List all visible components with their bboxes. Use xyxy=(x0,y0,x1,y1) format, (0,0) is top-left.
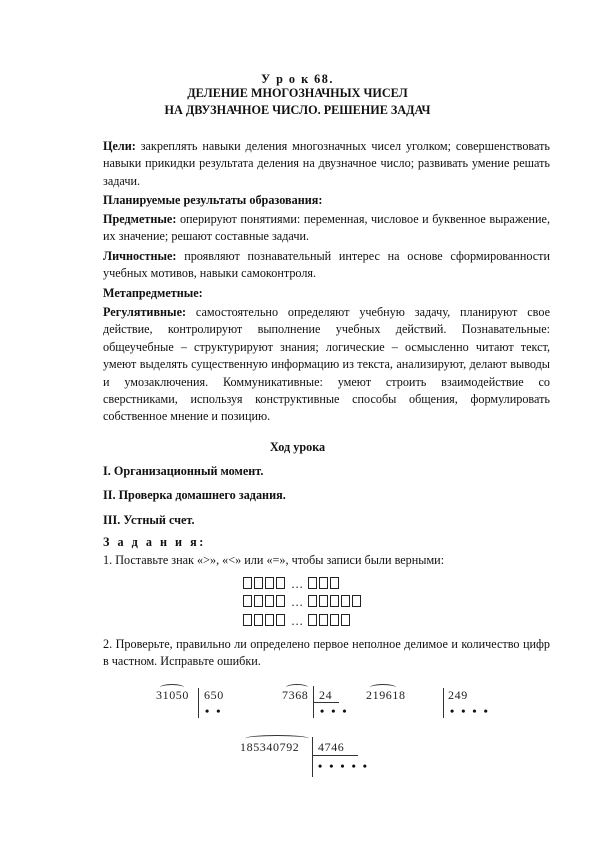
personal-text: проявляют познавательный интерес на основе сформированности учебных мотивов, навыки самоконтроля. xyxy=(103,249,550,281)
divisor: 249 xyxy=(448,688,468,702)
lesson-number: У р о к 68. xyxy=(261,72,334,86)
comparison-row: … xyxy=(243,595,363,610)
personal-results-paragraph xyxy=(103,248,550,283)
regulative-paragraph xyxy=(103,304,550,426)
regulative-text: самостоятельно определяют учебную задачу, планируют свое действие, контролируют выполнение учебных действий. Познавательные: общеучебные – структурируют знания; логические – осмысленно читают текст, умеют выделять существенную информацию из текста, анализируют, делают выводы и умозаключения. Коммуникативные: умеют строить взаимодействие со сверстниками, используя конструктивные способы общения, формулировать собственное мнение и позицию. xyxy=(103,305,550,424)
comparison-row: … xyxy=(243,614,352,629)
quotient-dots: • • • xyxy=(320,704,349,718)
quotient-dots: • • xyxy=(205,704,223,718)
meta-heading: Метапредметные: xyxy=(103,286,203,300)
quotient-dots: • • • • • xyxy=(318,759,370,773)
task2-text: 2. Проверьте, правильно ли определено первое неполное делимое и количество цифр в частном. Исправьте ошибки. xyxy=(103,637,550,669)
personal-label: Личностные: xyxy=(103,249,177,263)
division-bar xyxy=(312,737,313,777)
division-bar xyxy=(443,688,444,718)
quotient-line xyxy=(313,702,339,703)
lesson-title-line2: НА ДВУЗНАЧНОЕ ЧИСЛО. РЕШЕНИЕ ЗАДАЧ xyxy=(164,103,431,117)
quotient-dots: • • • • xyxy=(450,704,490,718)
task1-text: 1. Поставьте знак «>», «<» или «=», чтобы записи были верными: xyxy=(103,553,445,567)
goals-paragraph xyxy=(103,138,550,190)
dividend: 31050 xyxy=(156,688,189,702)
section-org-moment: I. Организационный момент. xyxy=(103,464,264,478)
course-heading: Ход урока xyxy=(269,440,326,454)
divisor: 24 xyxy=(319,688,333,702)
results-heading: Планируемые результаты образования: xyxy=(103,193,323,207)
comparison-row: … xyxy=(243,577,341,592)
section-homework-check: II. Проверка домашнего задания. xyxy=(103,488,286,502)
subject-label: Предметные: xyxy=(103,212,177,226)
lesson-title-line1: ДЕЛЕНИЕ МНОГОЗНАЧНЫХ ЧИСЕЛ xyxy=(187,86,408,100)
divisor: 4746 xyxy=(318,740,345,754)
dividend: 219618 xyxy=(366,688,406,702)
goals-text: закреплять навыки деления многозначных чисел уголком; совершенствовать навыки прикидки результата деления на двузначное число; развивать умение решать задачи. xyxy=(103,139,550,188)
dividend: 7368 xyxy=(282,688,309,702)
section-mental-count: III. Устный счет. xyxy=(103,513,195,527)
quotient-line xyxy=(312,755,358,756)
subject-text: оперируют понятиями: переменная, числовое и буквенное выражение, их значение; решают составные задачи. xyxy=(103,212,550,244)
subject-results-paragraph xyxy=(103,211,550,246)
tasks-heading: З а д а н и я: xyxy=(103,535,206,549)
dividend: 185340792 xyxy=(240,740,300,754)
regulative-label: Регулятивные: xyxy=(103,305,187,319)
division-bar xyxy=(198,688,199,718)
divisor: 650 xyxy=(204,688,224,702)
goals-label: Цели: xyxy=(103,139,136,153)
